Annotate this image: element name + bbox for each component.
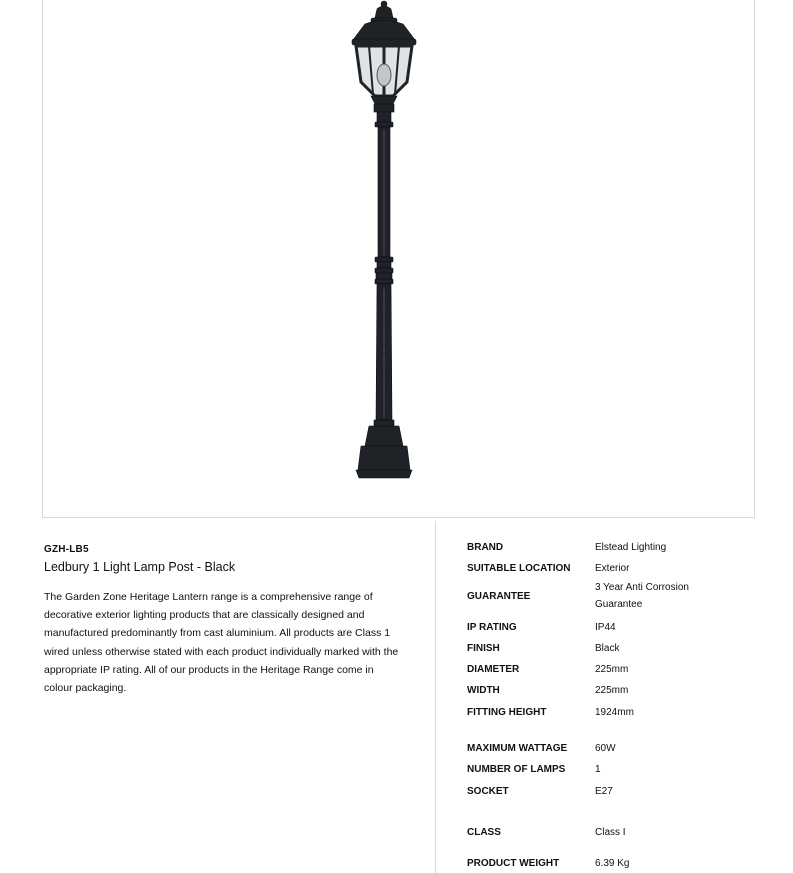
spec-key-number-of-lamps: NUMBER OF LAMPS xyxy=(467,764,566,775)
product-description: The Garden Zone Heritage Lantern range is a comprehensive range of decorative exterior lighting products that are classically designed and manufactured predominantly from cast aluminium. All products are Class 1 wired unless otherwise stated with each product individually marked with the appropriate IP rating. All of our products in the Heritage Range come in colour packaging. xyxy=(44,591,399,695)
spec-value-diameter: 225mm xyxy=(595,664,629,675)
spec-key-class: CLASS xyxy=(467,827,501,838)
spec-value-socket: E27 xyxy=(595,786,613,797)
spec-value-product-weight: 6.39 Kg xyxy=(595,858,630,869)
column-divider xyxy=(435,521,436,873)
product-summary xyxy=(44,544,404,697)
spec-value-class: Class I xyxy=(595,827,626,838)
spec-value-ip-rating: IP44 xyxy=(595,622,616,633)
spec-value-location: Exterior xyxy=(595,563,630,574)
spec-value-finish: Black xyxy=(595,643,620,654)
product-image-frame xyxy=(42,0,755,518)
spec-key-max-wattage: MAXIMUM WATTAGE xyxy=(467,743,568,754)
product-title: Ledbury 1 Light Lamp Post - Black xyxy=(44,560,236,574)
spec-value-fitting-height: 1924mm xyxy=(595,707,634,718)
lamp-post-image xyxy=(43,0,756,518)
spec-value-width: 225mm xyxy=(595,685,629,696)
spec-value-max-wattage: 60W xyxy=(595,743,616,754)
spec-key-brand: BRAND xyxy=(467,542,504,553)
spec-key-finish: FINISH xyxy=(467,643,500,654)
spec-key-diameter: DIAMETER xyxy=(467,664,520,675)
product-sku: GZH-LB5 xyxy=(44,544,89,555)
spec-key-ip-rating: IP RATING xyxy=(467,622,517,633)
spec-key-socket: SOCKET xyxy=(467,786,509,797)
spec-value-guarantee: 3 Year Anti Corrosion Guarantee xyxy=(595,582,689,610)
spec-key-width: WIDTH xyxy=(467,685,500,696)
spec-key-location: SUITABLE LOCATION xyxy=(467,563,571,574)
spec-key-guarantee: GUARANTEE xyxy=(467,591,531,602)
spec-key-fitting-height: FITTING HEIGHT xyxy=(467,707,547,718)
spec-value-brand: Elstead Lighting xyxy=(595,542,667,553)
spec-key-product-weight: PRODUCT WEIGHT xyxy=(467,858,560,869)
spec-value-number-of-lamps: 1 xyxy=(595,764,601,775)
